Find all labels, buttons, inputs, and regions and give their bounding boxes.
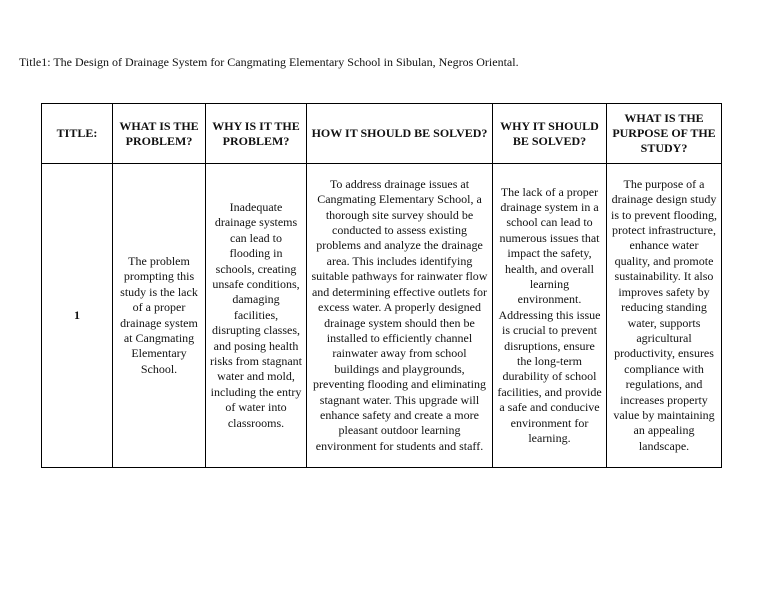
header-purpose: WHAT IS THE PURPOSE OF THE STUDY? xyxy=(607,104,722,164)
cell-purpose: The purpose of a drainage design study is to prevent flooding, protect infrastructure, enhance water quality, and promote sustainability. It also improves safety by reducing standing water, supports agricultural productivity, ensures compliance with regulations, and increases property value by maintaining an appealing landscape. xyxy=(607,164,722,468)
cell-why-problem: Inadequate drainage systems can lead to flooding in schools, creating unsafe conditions, damaging facilities, disrupting classes, and posing health risks from stagnant water and mold, including the entry of water into classrooms. xyxy=(206,164,307,468)
document-title: Title1: The Design of Drainage System for Cangmating Elementary School in Sibulan, Negros Oriental. xyxy=(19,55,519,69)
cell-problem: The problem prompting this study is the lack of a proper drainage system at Cangmating Elementary School. xyxy=(113,164,206,468)
cell-row-number: 1 xyxy=(42,164,113,468)
table-row xyxy=(42,164,722,468)
table-header-row xyxy=(42,104,722,164)
header-how-solved: HOW IT SHOULD BE SOLVED? xyxy=(307,104,493,164)
header-what-is-problem: WHAT IS THE PROBLEM? xyxy=(113,104,206,164)
cell-how-solved: To address drainage issues at Cangmating Elementary School, a thorough site survey should be conducted to assess existing problems and analyze the drainage area. This includes identifying suitable pathways for rainwater flow and determining effective outlets for excess water. A properly designed drainage system should then be installed to efficiently channel rainwater away from school buildings and playgrounds, preventing flooding and eliminating stagnant water. This upgrade will enhance safety and create a more pleasant outdoor learning environment for students and staff. xyxy=(307,164,493,468)
header-why-is-problem: WHY IS IT THE PROBLEM? xyxy=(206,104,307,164)
problem-analysis-table xyxy=(41,103,722,468)
header-why-solved: WHY IT SHOULD BE SOLVED? xyxy=(493,104,607,164)
cell-why-solved: The lack of a proper drainage system in a school can lead to numerous issues that impact the safety, health, and overall learning environment. Addressing this issue is crucial to prevent disruptions, ensure the long-term durability of school facilities, and provide a safe and conducive environment for learning. xyxy=(493,164,607,468)
header-title: TITLE: xyxy=(42,104,113,164)
